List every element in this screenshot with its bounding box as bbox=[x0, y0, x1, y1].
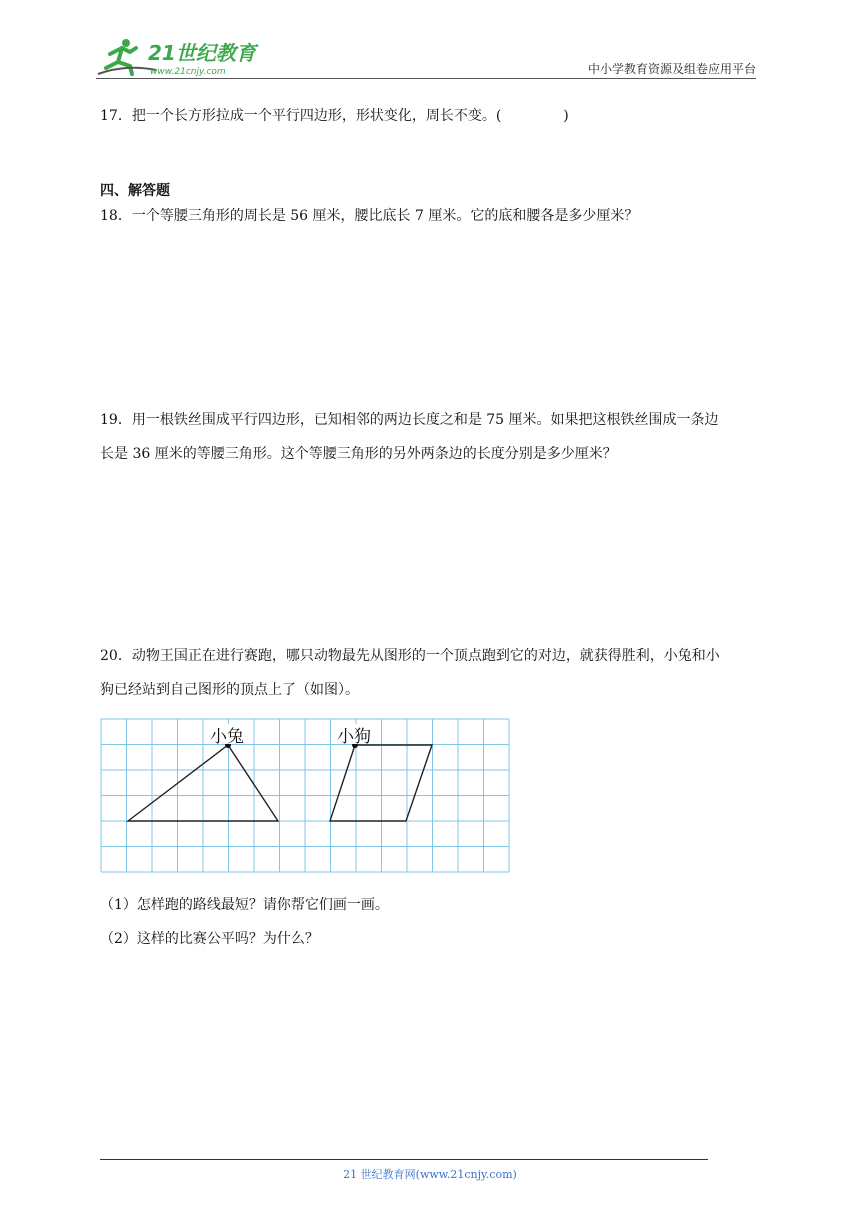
question-17-text: 17．把一个长方形拉成一个平行四边形，形状变化，周长不变。( bbox=[100, 108, 502, 124]
header-divider bbox=[96, 78, 756, 79]
logo-url: www.21cnjy.com bbox=[150, 67, 226, 77]
rabbit-label: 小兔 bbox=[210, 727, 244, 747]
logo-title: 21世纪教育 bbox=[148, 41, 256, 65]
question-17-close: ) bbox=[563, 108, 569, 124]
question-18: 18．一个等腰三角形的周长是 56 厘米，腰比底长 7 厘米。它的底和腰各是多少厘米？ bbox=[100, 208, 639, 224]
section-title: 四、解答题 bbox=[100, 183, 170, 199]
dog-label: 小狗 bbox=[337, 727, 371, 747]
site-logo bbox=[96, 34, 266, 78]
question-17 bbox=[100, 106, 569, 126]
question-20-line1: 20．动物王国正在进行赛跑，哪只动物最先从图形的一个顶点跑到它的对边，就获得胜利，小兔和小 bbox=[100, 648, 720, 664]
question-20-line2: 狗已经站到自己图形的顶点上了（如图）。 bbox=[100, 682, 359, 698]
question-19-line1: 19．用一根铁丝围成平行四边形，已知相邻的两边长度之和是 75 厘米。如果把这根铁丝围成一条边 bbox=[100, 412, 719, 428]
question-20-sub2: （2）这样的比赛公平吗？为什么？ bbox=[100, 931, 319, 947]
footer-link[interactable]: 21 世纪教育网(www.21cnjy.com) bbox=[343, 1168, 517, 1181]
question-20-sub1: （1）怎样跑的路线最短？请你帮它们画一画。 bbox=[100, 897, 389, 913]
footer-divider bbox=[100, 1159, 708, 1160]
race-figure bbox=[100, 718, 510, 878]
header-platform-text: 中小学教育资源及组卷应用平台 bbox=[587, 62, 756, 76]
question-19-line2: 长是 36 厘米的等腰三角形。这个等腰三角形的另外两条边的长度分别是多少厘米？ bbox=[100, 446, 617, 462]
